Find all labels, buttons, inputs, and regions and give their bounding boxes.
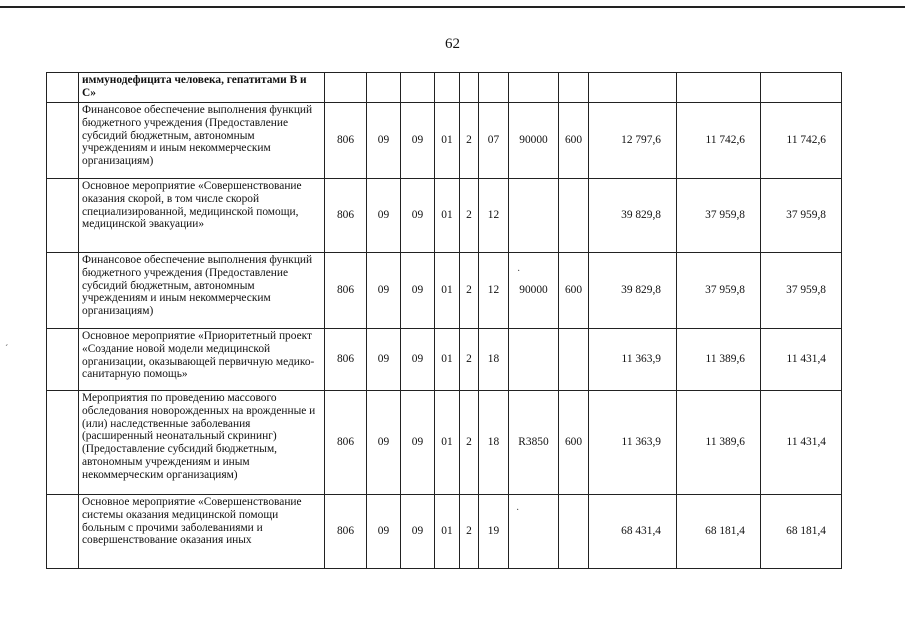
- subprogram-code: 2: [460, 329, 479, 391]
- event-code: 12: [479, 253, 509, 329]
- amount-year-1: 39 829,8: [589, 253, 677, 329]
- amount-year-2: 11 389,6: [677, 391, 761, 495]
- amount-year-1: 39 829,8: [589, 179, 677, 253]
- expense-type-code: 600: [559, 103, 589, 179]
- expense-type-code: 600: [559, 391, 589, 495]
- subsection-code: 09: [401, 253, 435, 329]
- table-row: [47, 253, 842, 329]
- row-description: Основное мероприятие «Приоритетный проект «Создание новой модели медицинской организации, оказывающей первичную медико-санитарную помощь»: [79, 329, 325, 391]
- row-description: Финансовое обеспечение выполнения функций бюджетного учреждения (Предоставление субсидий бюджетным, автономным учреждениям и иным некоммерческим организациям): [79, 253, 325, 329]
- subsection-code: 09: [401, 495, 435, 569]
- amount-year-3: 37 959,8: [761, 179, 842, 253]
- empty-cell: [47, 495, 79, 569]
- ministry-code: [325, 73, 367, 103]
- empty-cell: [47, 103, 79, 179]
- expense-type-code: [559, 73, 589, 103]
- scan-speck: ·: [516, 505, 520, 516]
- amount-year-2: 11 389,6: [677, 329, 761, 391]
- subsection-code: 09: [401, 329, 435, 391]
- table-row: [47, 391, 842, 495]
- subprogram-code: 2: [460, 179, 479, 253]
- direction-code: [509, 329, 559, 391]
- table-row: [47, 179, 842, 253]
- table-row: [47, 73, 842, 103]
- amount-year-3: 68 181,4: [761, 495, 842, 569]
- amount-year-1: 68 431,4: [589, 495, 677, 569]
- program-code: [435, 73, 460, 103]
- amount-year-2: 11 742,6: [677, 103, 761, 179]
- row-description: Финансовое обеспечение выполнения функций бюджетного учреждения (Предоставление субсидий бюджетным, автономным учреждениям и иным некоммерческим организациям): [79, 103, 325, 179]
- page-number: 62: [445, 36, 460, 52]
- direction-code: 90000: [509, 103, 559, 179]
- expense-type-code: [559, 495, 589, 569]
- event-code: 18: [479, 391, 509, 495]
- event-code: [479, 73, 509, 103]
- scan-speck: ·: [517, 266, 521, 277]
- direction-code: R3850: [509, 391, 559, 495]
- ministry-code: 806: [325, 103, 367, 179]
- amount-year-1: 11 363,9: [589, 391, 677, 495]
- empty-cell: [47, 73, 79, 103]
- direction-code: [509, 495, 559, 569]
- subsection-code: 09: [401, 103, 435, 179]
- program-code: 01: [435, 179, 460, 253]
- empty-cell: [47, 253, 79, 329]
- amount-year-3: 11 431,4: [761, 391, 842, 495]
- direction-code: [509, 73, 559, 103]
- subsection-code: 09: [401, 391, 435, 495]
- subprogram-code: 2: [460, 391, 479, 495]
- program-code: 01: [435, 391, 460, 495]
- expense-type-code: [559, 329, 589, 391]
- table-row: [47, 495, 842, 569]
- subprogram-code: 2: [460, 103, 479, 179]
- amount-year-2: 37 959,8: [677, 179, 761, 253]
- amount-year-2: 37 959,8: [677, 253, 761, 329]
- row-description: Мероприятия по проведению массового обследования новорожденных на врожденные и (или) наследственные заболевания (расширенный неонатальный скрининг) (Предоставление субсидий бюджетным, автономным учреждениям и иным некоммерческим организациям): [79, 391, 325, 495]
- expense-type-code: [559, 179, 589, 253]
- amount-year-3: 11 742,6: [761, 103, 842, 179]
- row-description: Основное мероприятие «Совершенствование системы оказания медицинской помощи больным с прочими заболеваниями и совершенствование оказания иных: [79, 495, 325, 569]
- section-code: 09: [367, 253, 401, 329]
- program-code: 01: [435, 103, 460, 179]
- ministry-code: 806: [325, 253, 367, 329]
- program-code: 01: [435, 495, 460, 569]
- program-code: 01: [435, 253, 460, 329]
- table-body: [47, 73, 842, 569]
- row-description: Основное мероприятие «Совершенствование оказания скорой, в том числе скорой специализированной, медицинской помощи, медицинской эвакуации»: [79, 179, 325, 253]
- event-code: 07: [479, 103, 509, 179]
- amount-year-1: 12 797,6: [589, 103, 677, 179]
- ministry-code: 806: [325, 495, 367, 569]
- amount-year-3: [761, 73, 842, 103]
- amount-year-3: 37 959,8: [761, 253, 842, 329]
- direction-code: 90000: [509, 253, 559, 329]
- section-code: 09: [367, 495, 401, 569]
- ministry-code: 806: [325, 179, 367, 253]
- event-code: 19: [479, 495, 509, 569]
- subsection-code: [401, 73, 435, 103]
- section-code: [367, 73, 401, 103]
- budget-table: [46, 72, 842, 569]
- ministry-code: 806: [325, 391, 367, 495]
- expense-type-code: 600: [559, 253, 589, 329]
- amount-year-2: 68 181,4: [677, 495, 761, 569]
- top-rule: [0, 6, 905, 8]
- empty-cell: [47, 329, 79, 391]
- section-code: 09: [367, 103, 401, 179]
- empty-cell: [47, 179, 79, 253]
- amount-year-1: [589, 73, 677, 103]
- section-code: 09: [367, 329, 401, 391]
- table-row: [47, 103, 842, 179]
- ministry-code: 806: [325, 329, 367, 391]
- subsection-code: 09: [401, 179, 435, 253]
- amount-year-1: 11 363,9: [589, 329, 677, 391]
- amount-year-2: [677, 73, 761, 103]
- section-code: 09: [367, 179, 401, 253]
- subprogram-code: 2: [460, 253, 479, 329]
- row-description: иммунодефицита человека, гепатитами В и С»: [79, 73, 325, 103]
- event-code: 12: [479, 179, 509, 253]
- program-code: 01: [435, 329, 460, 391]
- scan-speck: ˊ: [5, 344, 9, 355]
- table-row: [47, 329, 842, 391]
- subprogram-code: [460, 73, 479, 103]
- section-code: 09: [367, 391, 401, 495]
- amount-year-3: 11 431,4: [761, 329, 842, 391]
- subprogram-code: 2: [460, 495, 479, 569]
- empty-cell: [47, 391, 79, 495]
- direction-code: [509, 179, 559, 253]
- event-code: 18: [479, 329, 509, 391]
